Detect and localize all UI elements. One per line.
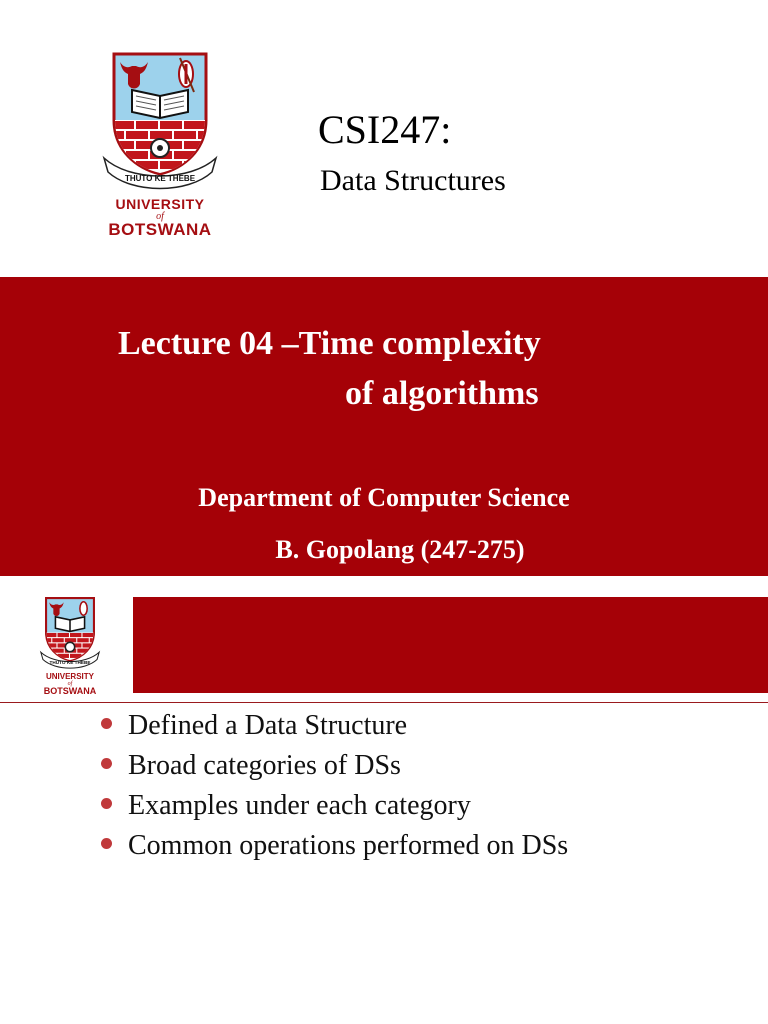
department-name: Department of Computer Science — [198, 483, 570, 512]
bullet-text: Examples under each category — [128, 790, 471, 821]
logo-of-text-small: of — [67, 681, 73, 687]
list-item — [96, 706, 568, 746]
bullet-dot-icon — [101, 758, 112, 769]
recap-bullet-list — [96, 706, 568, 866]
bullet-dot-icon — [101, 838, 112, 849]
logo-university-text-small: UNIVERSITY — [45, 672, 94, 681]
list-item — [96, 826, 568, 866]
lecture-title-line2: of algorithms — [345, 375, 539, 412]
university-logo-small — [36, 596, 104, 696]
bullet-dot-icon — [101, 798, 112, 809]
list-item — [96, 786, 568, 826]
logo-botswana-text-small: BOTSWANA — [43, 686, 97, 696]
course-code: CSI247: — [318, 107, 452, 152]
university-crest-small-icon — [36, 596, 104, 672]
bullet-dot-icon — [101, 718, 112, 729]
motto-text-small: THUTO KE THEBE — [49, 660, 91, 666]
course-name: Data Structures — [320, 164, 506, 197]
title-banner — [0, 277, 768, 576]
author-name: B. Gopolang (247-275) — [275, 535, 525, 564]
header-banner — [133, 597, 768, 693]
university-crest-icon — [100, 50, 220, 196]
motto-text: THUTO KE THEBE — [124, 174, 196, 183]
university-logo — [100, 50, 220, 245]
header-divider — [0, 702, 768, 703]
logo-botswana-text: BOTSWANA — [108, 220, 212, 239]
bullet-text: Broad categories of DSs — [128, 750, 401, 781]
logo-university-text: UNIVERSITY — [115, 196, 205, 212]
bullet-text: Defined a Data Structure — [128, 710, 408, 741]
logo-of-text: of — [156, 211, 164, 222]
bullet-text: Common operations performed on DSs — [128, 830, 569, 861]
list-item — [96, 746, 568, 786]
lecture-title-line1: Lecture 04 –Time complexity — [118, 325, 541, 362]
